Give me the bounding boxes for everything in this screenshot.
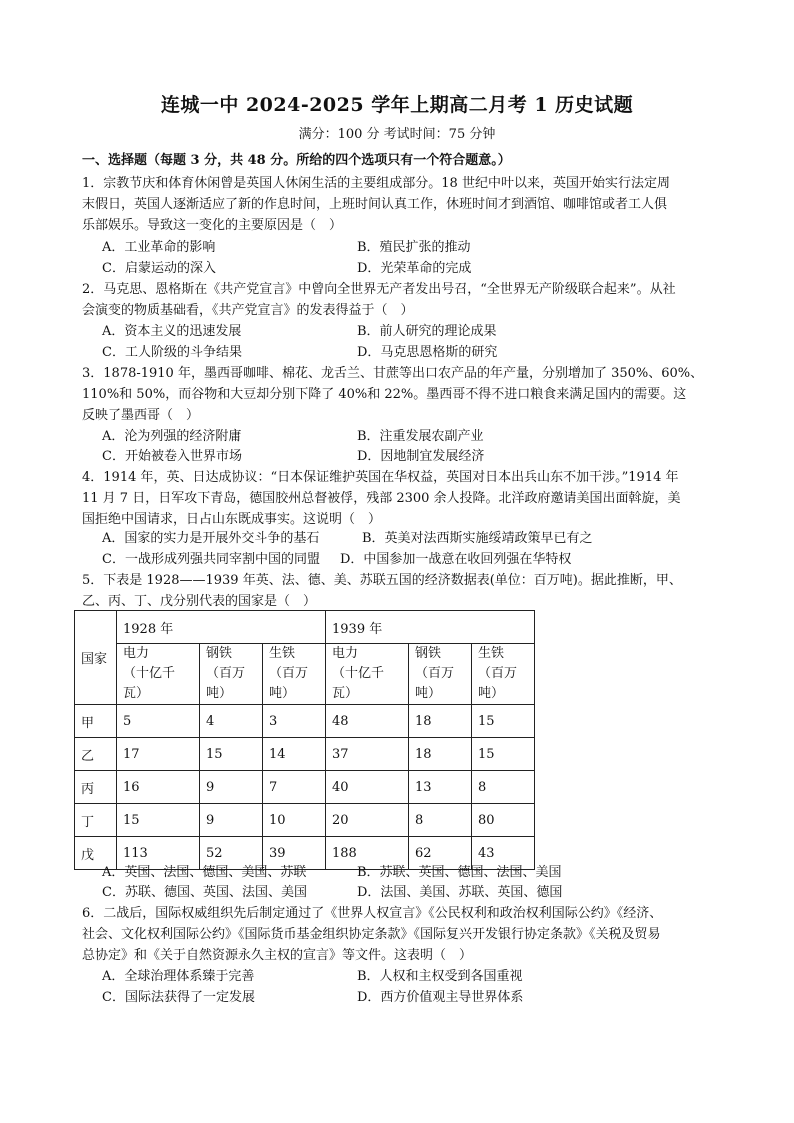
table-cell: 15 <box>472 705 535 738</box>
exam-title: 连城一中 2024-2025 学年上期高二月考 1 历史试题 <box>160 94 634 116</box>
table-cell-country: 丁 <box>75 804 117 837</box>
q2-option-d: D．马克思恩格斯的研究 <box>357 345 498 360</box>
table-cell: 14 <box>263 738 326 771</box>
q3-option-b: B．注重发展农副产业 <box>357 429 484 444</box>
q3-option-c: C．开始被卷入世界市场 <box>102 449 242 464</box>
table-cell: 8 <box>472 771 535 804</box>
question-text-line: 5．下表是 1928——1939 年英、法、德、美、苏联五国的经济数据表(单位：百万吨)。据此推断，甲、 <box>82 573 682 588</box>
question-text-line: 乙、丙、丁、戊分别代表的国家是（ ） <box>82 594 317 609</box>
q2-option-a: A．资本主义的迅速发展 <box>102 324 242 339</box>
table-cell: 188 <box>326 837 409 870</box>
question-text-line: 6．二战后，国际权威组织先后制定通过了《世界人权宣言》《公民权利和政治权利国际公约》《经济、 <box>82 906 663 921</box>
table-cell: 16 <box>117 771 200 804</box>
table-header-year: 1928 年 <box>117 611 326 644</box>
table-cell: 7 <box>263 771 326 804</box>
table-header-country: 国家 <box>75 611 117 705</box>
table-column-header: 生铁 （百万吨） <box>472 644 535 705</box>
question-text-line: 末假日，英国人逐渐适应了新的作息时间，上班时间认真工作，休班时间才到酒馆、咖啡馆或者工人俱 <box>82 197 668 212</box>
table-cell: 9 <box>200 771 263 804</box>
q6-option-c: C．国际法获得了一定发展 <box>102 990 255 1005</box>
economic-data-table <box>74 610 535 870</box>
table-row <box>75 705 535 738</box>
table-cell: 80 <box>472 804 535 837</box>
q2-option-b: B．前人研究的理论成果 <box>357 324 497 339</box>
table-cell-country: 丙 <box>75 771 117 804</box>
q3-option-a: A．沦为列强的经济附庸 <box>102 429 242 444</box>
table-cell: 40 <box>326 771 409 804</box>
table-cell: 9 <box>200 804 263 837</box>
table-cell: 8 <box>409 804 472 837</box>
table-row <box>75 771 535 804</box>
table-header-row <box>75 611 535 644</box>
table-row <box>75 738 535 771</box>
question-text-line: 国拒绝中国请求，日占山东既成事实。这说明（ ） <box>82 512 382 527</box>
table-header-year: 1939 年 <box>326 611 535 644</box>
table-cell-country: 戊 <box>75 837 117 870</box>
q6-option-a: A．全球治理体系臻于完善 <box>102 969 255 984</box>
question-text-line: 反映了墨西哥（ ） <box>82 408 200 423</box>
table-cell-country: 甲 <box>75 705 117 738</box>
table-cell: 18 <box>409 705 472 738</box>
question-3-stem <box>82 363 712 426</box>
q6-option-b: B．人权和主权受到各国重视 <box>357 969 523 984</box>
q4-option-d: D．中国参加一战意在收回列强在华特权 <box>340 552 572 567</box>
table-cell: 39 <box>263 837 326 870</box>
question-1-stem <box>82 173 712 236</box>
table-cell: 37 <box>326 738 409 771</box>
section-heading: 一、选择题（每题 3 分，共 48 分。所给的四个选项只有一个符合题意。） <box>82 153 511 168</box>
q4-option-c: C．一战形成列强共同宰割中国的同盟 <box>102 552 320 567</box>
table-cell: 15 <box>200 738 263 771</box>
question-4-stem <box>82 467 712 530</box>
table-cell: 17 <box>117 738 200 771</box>
table-row <box>75 804 535 837</box>
exam-subtitle: 满分：100 分 考试时间：75 分钟 <box>298 127 496 142</box>
question-text-line: 11 月 7 日，日军攻下青岛，德国胶州总督被俘，残部 2300 余人投降。北洋政府邀请美国出面斡旋，美 <box>82 491 681 506</box>
q4-option-a: A．国家的实力是开展外交斗争的基石 <box>102 531 320 546</box>
table-column-header: 电力 （十亿千瓦） <box>117 644 200 705</box>
q5-option-d: D．法国、美国、苏联、英国、德国 <box>357 885 563 900</box>
q2-option-c: C．工人阶级的斗争结果 <box>102 345 242 360</box>
table-cell-country: 乙 <box>75 738 117 771</box>
q1-option-a: A．工业革命的影响 <box>102 240 216 255</box>
q4-option-b: B．英美对法西斯实施绥靖政策早已有之 <box>362 531 593 546</box>
table-cell: 3 <box>263 705 326 738</box>
question-text-line: 1．宗教节庆和体育休闲曾是英国人休闲生活的主要组成部分。18 世纪中叶以来，英国开始实行法定周 <box>82 176 670 191</box>
question-text-line: 社会、文化权利国际公约》《国际货币基金组织协定条款》《国际复兴开发银行协定条款》《关税及贸易 <box>82 927 661 942</box>
table-cell: 20 <box>326 804 409 837</box>
table-cell: 48 <box>326 705 409 738</box>
table-column-header: 电力 （十亿千瓦） <box>326 644 409 705</box>
q1-option-b: B．殖民扩张的推动 <box>357 240 471 255</box>
table-cell: 15 <box>117 804 200 837</box>
table-cell: 43 <box>472 837 535 870</box>
table-cell: 113 <box>117 837 200 870</box>
question-text-line: 乐部娱乐。导致这一变化的主要原因是（ ） <box>82 218 343 233</box>
table-column-header: 钢铁 （百万吨） <box>200 644 263 705</box>
question-text-line: 110%和 50%，而谷物和大豆却分别下降了 40%和 22%。墨西哥不得不进口粮食来满足国内的需要。这 <box>82 387 687 402</box>
table-cell: 18 <box>409 738 472 771</box>
q5-option-a: A．英国、法国、德国、美国、苏联 <box>102 865 307 880</box>
table-subheader-row <box>75 644 535 705</box>
q5-option-b: B．苏联、英国、德国、法国、美国 <box>357 865 562 880</box>
table-cell: 13 <box>409 771 472 804</box>
table-cell: 10 <box>263 804 326 837</box>
table-column-header: 生铁 （百万吨） <box>263 644 326 705</box>
table-column-header: 钢铁 （百万吨） <box>409 644 472 705</box>
table-cell: 52 <box>200 837 263 870</box>
question-text-line: 3．1878-1910 年，墨西哥咖啡、棉花、龙舌兰、甘蔗等出口农产品的年产量，分别增加了 350%、60%、 <box>82 366 704 381</box>
q1-option-d: D．光荣革命的完成 <box>357 261 472 276</box>
q3-option-d: D．因地制宜发展经济 <box>357 449 485 464</box>
question-text-line: 总协定》和《关于自然资源永久主权的宣言》等文件。这表明（ ） <box>82 948 473 963</box>
q5-option-c: C．苏联、德国、英国、法国、美国 <box>102 885 307 900</box>
table-cell: 62 <box>409 837 472 870</box>
question-2-stem <box>82 279 712 321</box>
question-5-stem <box>82 570 712 612</box>
question-text-line: 2．马克思、恩格斯在《共产党宣言》中曾向全世界无产者发出号召，“全世界无产阶级联合起来”。从社 <box>82 282 676 297</box>
question-6-stem <box>82 903 712 966</box>
q6-option-d: D．西方价值观主导世界体系 <box>357 990 524 1005</box>
table-cell: 5 <box>117 705 200 738</box>
question-text-line: 4．1914 年，英、日达成协议：“日本保证维护英国在华权益，英国对日本出兵山东不加干涉。”1914 年 <box>82 470 679 485</box>
question-text-line: 会演变的物质基础看，《共产党宣言》的发表得益于（ ） <box>82 303 414 318</box>
table-cell: 15 <box>472 738 535 771</box>
q1-option-c: C．启蒙运动的深入 <box>102 261 216 276</box>
table-cell: 4 <box>200 705 263 738</box>
